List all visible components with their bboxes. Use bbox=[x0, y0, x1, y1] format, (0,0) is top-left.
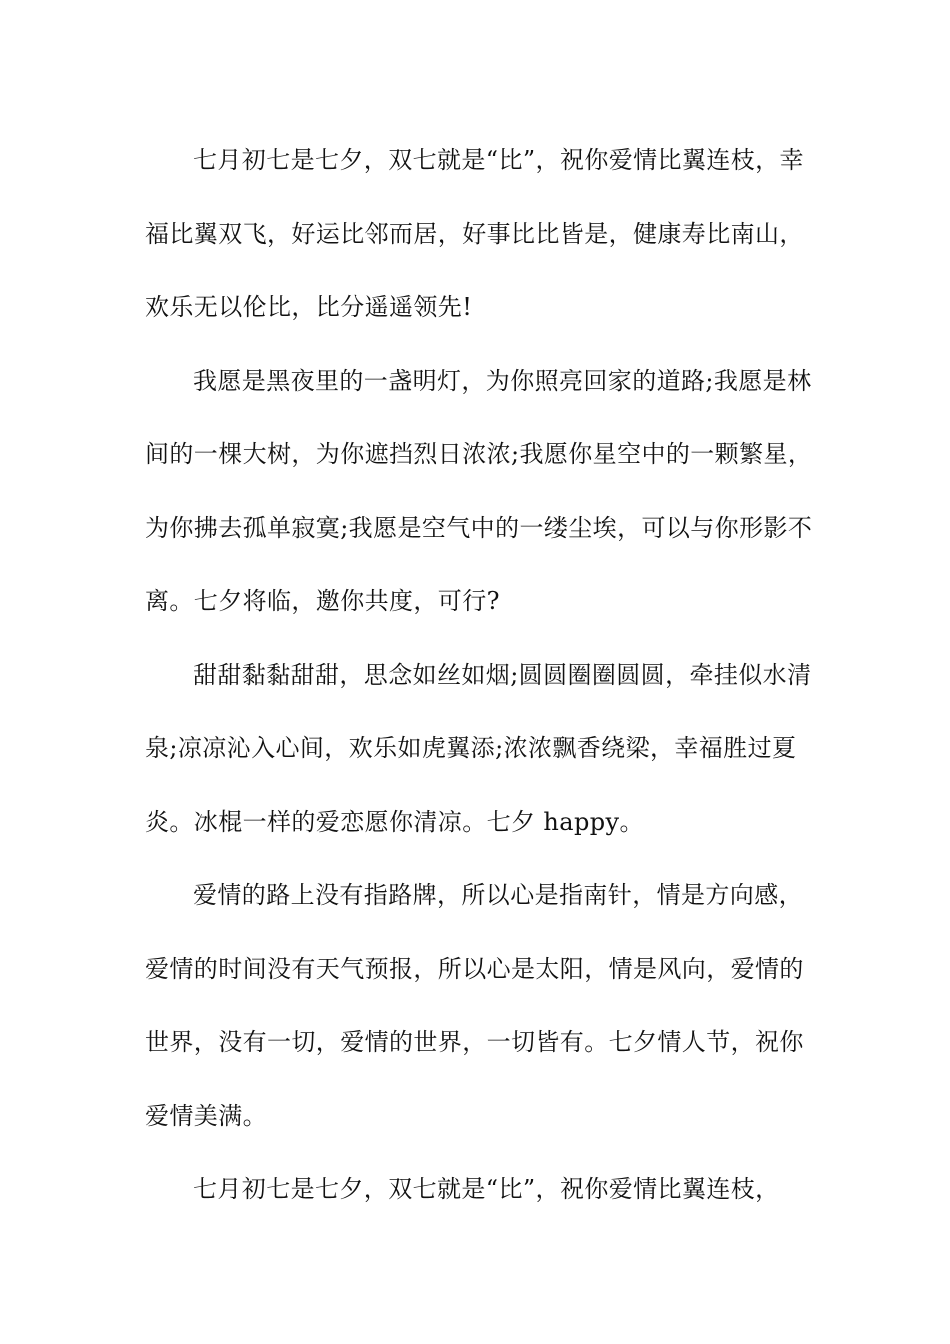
paragraph-5: 七月初七是七夕，双七就是“比”，祝你爱情比翼连枝， bbox=[193, 1175, 780, 1203]
paragraph-2: 我愿是黑夜里的一盏明灯，为你照亮回家的道路;我愿是林间的一棵大树，为你遮挡烈日浓浓;我愿你星空中的一颗繁星，为你拂去孤单寂寞;我愿是空气中的一缕尘埃，可以与你形影不离。七夕将临，邀你共度，可行? bbox=[145, 366, 813, 615]
paragraph-4: 爱情的路上没有指路牌，所以心是指南针，情是方向感，爱情的时间没有天气预报，所以心是太阳，情是风向，爱情的世界，没有一切，爱情的世界，一切皆有。七夕情人节，祝你爱情美满。 bbox=[145, 881, 804, 1130]
paragraph-1: 七月初七是七夕，双七就是“比”，祝你爱情比翼连枝，幸福比翼双飞，好运比邻而居，好事比比皆是，健康寿比南山，欢乐无以伦比，比分遥遥领先! bbox=[145, 146, 804, 321]
document-body bbox=[145, 124, 825, 1227]
paragraph-3: 甜甜黏黏甜甜，思念如丝如烟;圆圆圈圈圆圆，牵挂似水清泉;凉凉沁入心间，欢乐如虎翼添;浓浓飘香绕梁，幸福胜过夏炎。冰棍一样的爱恋愿你清凉。七夕 happy。 bbox=[145, 660, 812, 836]
